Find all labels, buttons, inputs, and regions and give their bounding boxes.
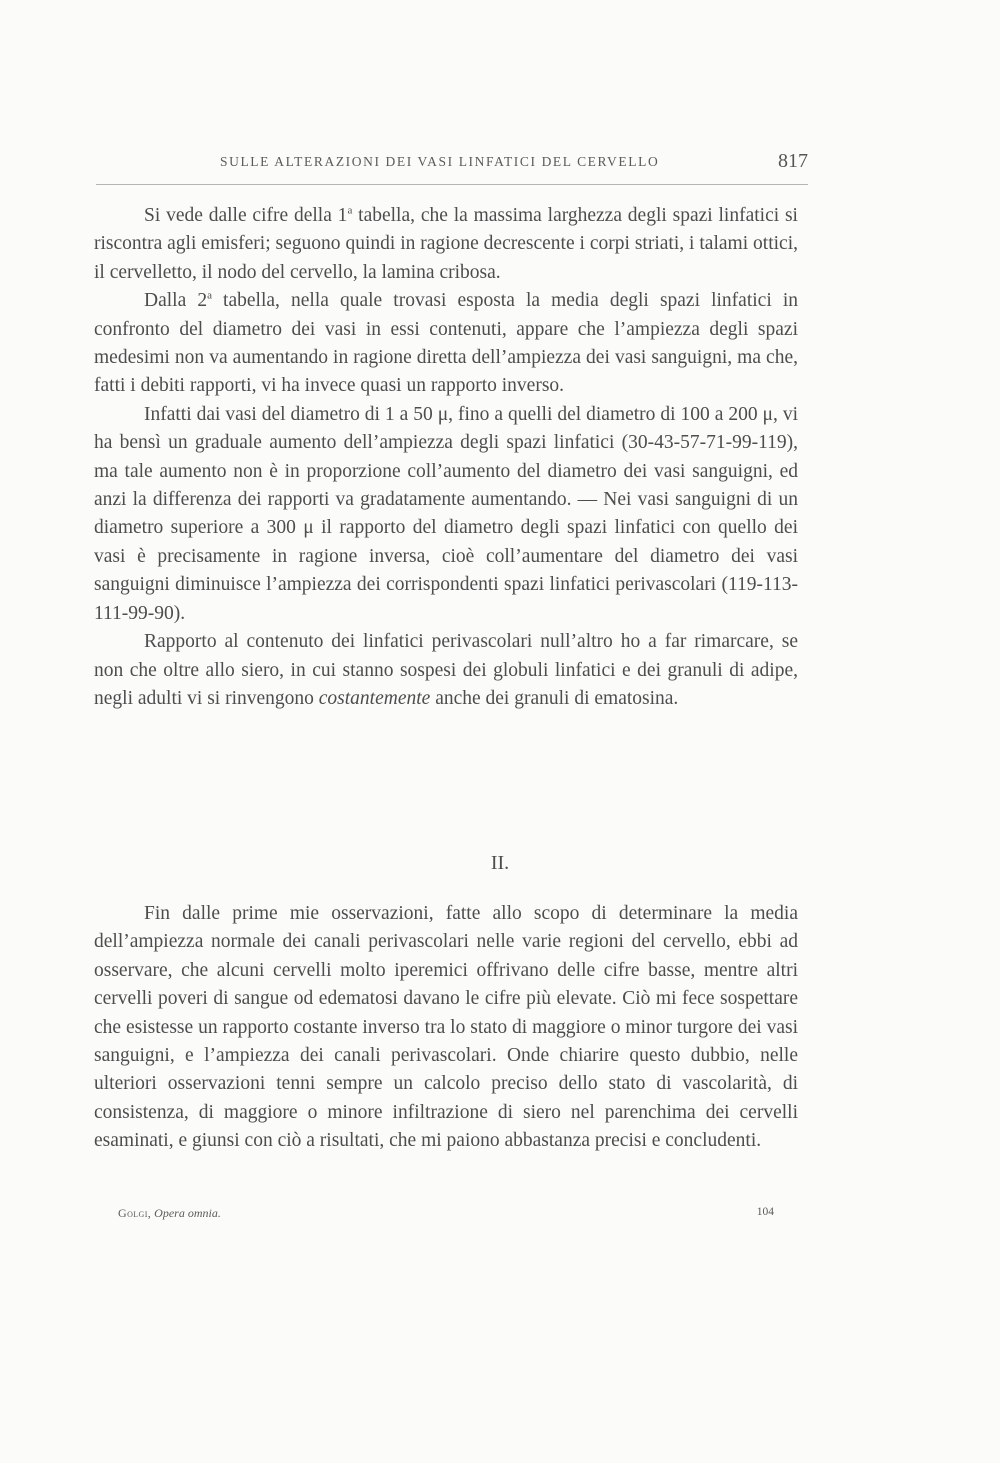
paragraph-2-superscript: a xyxy=(207,289,212,302)
footer-author: Golgi, xyxy=(118,1206,152,1220)
paragraph-4 xyxy=(94,628,798,713)
paragraph-4-tail: anche dei granuli di ematosina. xyxy=(430,687,679,709)
running-head xyxy=(96,150,808,185)
page-number: 817 xyxy=(778,150,808,172)
running-title: SULLE ALTERAZIONI DEI VASI LINFATICI DEL CERVELLO xyxy=(220,154,660,169)
paragraph-1-text: tabella, che la massima larghezza degli spazi linfatici si riscontra agli emisferi; seguono quindi in ragione decrescente i corpi striati, i talami ottici, il cervelletto, il nodo del cervello, la lamina cribosa. xyxy=(94,205,798,283)
section-paragraph: Fin dalle prime mie osservazioni, fatte allo scopo di determinare la media dell’ampiezza normale dei canali perivascolari nelle varie regioni del cervello, ebbi ad osservare, che alcuni cervelli molto iperemici offrivano delle cifre basse, mentre altri cervelli poveri di sangue od edematosi davano le cifre più elevate. Ciò mi fece sospettare che esistesse un rapporto costante inverso tra lo stato di maggiore o minor turgore dei vasi sanguigni, e l’ampiezza dei canali perivascolari. Onde chiarire questo dubbio, nelle ulteriori osservazioni tenni sempre un calcolo preciso dello stato di vascolarità, di consistenza, di maggiore o minore infiltrazione di siero nel parenchima dei cervelli esaminati, e giunsi con ciò a risultati, che mi paiono abbastanza precisi e concludenti. xyxy=(94,903,798,1152)
body-text xyxy=(94,202,798,713)
paragraph-2-lead: Dalla 2 xyxy=(144,290,208,312)
paragraph-1 xyxy=(94,202,798,287)
paragraph-4-text: Rapporto al contenuto dei linfatici perivascolari null’altro ho a far rimarcare, se non che oltre allo siero, in cui stanno sospesi dei globuli linfatici e dei granuli di adipe, negli adulti vi si rinvengono xyxy=(94,631,798,709)
paragraph-1-superscript: a xyxy=(347,204,353,217)
section-heading: II. xyxy=(490,852,510,874)
footer-signature: 104 xyxy=(756,1206,774,1218)
footer xyxy=(118,1206,774,1226)
paragraph-1-lead: Si vede dalle cifre della 1 xyxy=(144,205,348,226)
footer-citation xyxy=(118,1206,221,1221)
paragraph-3 xyxy=(94,401,798,628)
paragraph-2-text: tabella, nella quale trovasi esposta la media degli spazi linfatici in confronto del diametro dei vasi in essi contenuti, appare che l’ampiezza degli spazi medesimi non va aumentando in ragione diretta dell’ampiezza dei vasi sanguigni, ma che, fatti i debiti rapporti, vi ha invece quasi un rapporto inverso. xyxy=(94,290,799,397)
paragraph-2 xyxy=(94,287,798,401)
paragraph-4-emphasis: costantemente xyxy=(318,687,431,709)
section-text xyxy=(94,900,798,1156)
paragraph-3-text: Infatti dai vasi del diametro di 1 a 50 μ, fino a quelli del diametro di 100 a 200 μ, vi ha bensì un graduale aumento dell’ampiezza degli spazi linfatici (30-43-57-71-99-119), ma tale aumento non è in proporzione coll’aumento del diametro dei vasi sanguigni, ed anzi la differenza dei rapporti va gradatamente aumentando. — Nei vasi sanguigni di un diametro superiore a 300 μ il rapporto del diametro degli spazi linfatici con quello dei vasi è precisamente in ragione inversa, cioè coll’aumentare del diametro dei vasi sanguigni diminuisce l’ampiezza dei corrispondenti spazi linfatici perivascolari (119-113-111-99-90). xyxy=(94,403,798,624)
footer-work: Opera omnia. xyxy=(154,1206,221,1220)
